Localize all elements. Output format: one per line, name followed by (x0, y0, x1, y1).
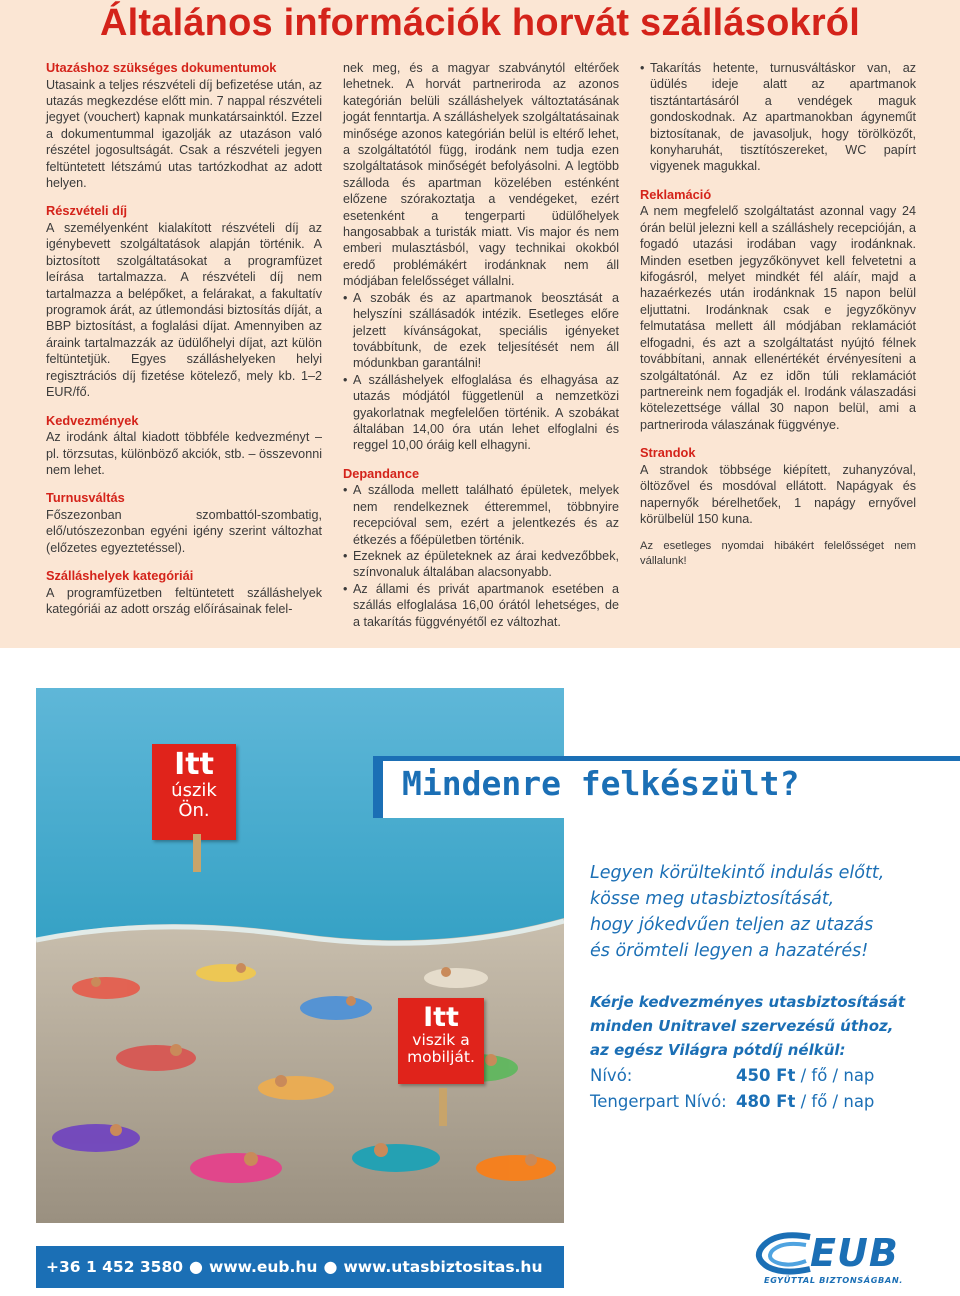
sign-line: mobilját. (407, 1048, 475, 1066)
list-item: • A szálláshelyek elfoglalása és elhagyása az utazás módjától függetlenül a nemzetközi gyakorlatnak megfelelően történik. A szobákat általában 14,00 óra után lehet elfoglalni és reggel 10,00 óráig kell elhagyni. (343, 372, 619, 454)
categories-continued-text: nek meg, és a magyar szabványtól eltérőek lehetnek. A horvát partneriroda az azonos kategórián belüli szálláshelyek változtatásának jogát fenntartja. A szálláshelyek szolgáltatásainak minősége azonos kategórián belül is eltérő lehet, a szolgáltatótól függ, irodánk nem tudja ezen szolgáltatások minőségét befolyásolni. A legtöbb szálloda és apartman közelében esténként előzene szórakoztatja a vendégeket, ezért esetenként a tengerparti üdülőhelyek hangosabbak a turisták miatt. Vis major és nem emberi mulasztásból, vagy technikai okokból eredő problémákért irodánknak nem áll módjában felelősséget vállalni. (343, 61, 619, 289)
page-title: Általános információk horvát szállásokról (100, 2, 860, 44)
section-title: Strandok (640, 445, 696, 461)
sign-line: Itt (174, 747, 214, 782)
ad-headline: Mindenre felkészült? (402, 764, 800, 803)
section-beaches (640, 445, 916, 527)
pitch-line: és örömteli legyen a hazatérés! (590, 941, 869, 961)
sign-swim-here (152, 744, 236, 840)
offer-line: minden Unitravel szervezésű úthoz, (590, 1017, 894, 1035)
sign-line: Ön. (178, 800, 210, 821)
eub-logo (748, 1231, 932, 1289)
section-categories (46, 568, 322, 617)
section-title: Turnusváltás (46, 490, 125, 506)
offer-line: az egész Világra pótdíj nélkül: (590, 1041, 846, 1059)
section-title: Kedvezmények (46, 412, 139, 428)
website-link[interactable]: www.utasbiztositas.hu (343, 1258, 543, 1276)
column-left (46, 60, 322, 630)
bullet-list (640, 60, 916, 175)
bullet-separator: ● (323, 1257, 338, 1276)
contact-footer (36, 1246, 564, 1288)
list-item: • A szálloda mellett található épületek, melyek nem rendelkeznek étteremmel, többnyire recepcióval sem, ezért a jelentkezés és az étkezés a főépületben történik. (343, 482, 619, 548)
section-complaints (640, 187, 916, 433)
sign-stick (193, 834, 201, 872)
sign-board (152, 744, 236, 840)
list-item: • A szobák és az apartmanok beosztását a helyszíni szállásadók intézik. Esetleges előre jelzett kívánságokat, speciális igényeket továbbítunk, de ezek teljesítését nem áll módunkban garantálni! (343, 290, 619, 372)
insurance-advertisement (0, 648, 960, 1296)
ad-offer (590, 990, 920, 1062)
logo-tagline: EGYÜTTAL BIZTONSÁGBAN. (764, 1275, 903, 1285)
column-middle (343, 60, 619, 642)
pitch-line: Legyen körültekintő indulás előtt, (590, 863, 885, 883)
section-documents (46, 60, 322, 191)
list-item: • Takarítás hetente, turnusváltáskor van, az üdülés ideje alatt az apartmanok tisztántartásáról a vendégek maguk gondoskodnak. Az apartmanokban ágyneműt biztosítanak, de javasoljuk, hogy törölközőt, konyharuhát, tisztítószereket, WC papírt vigyenek magukkal. (640, 60, 916, 175)
bullet-list (343, 290, 619, 454)
bullet-list (343, 482, 619, 630)
price-row-tengerpart-nivo (590, 1092, 874, 1111)
bullet-separator: ● (189, 1257, 203, 1276)
sign-phone-stolen (398, 998, 484, 1084)
section-title: Szálláshelyek kategóriái (46, 568, 194, 584)
section-title: Utazáshoz szükséges dokumentumok (46, 60, 277, 75)
price-label: Tengerpart Nívó: (590, 1092, 727, 1111)
section-text: Főszezonban szombattól-szombatig, elő/utószezonban egyéni igény szerint változhat (előzetes egyeztetéssel). (46, 507, 322, 555)
sign-line: úszik (171, 780, 217, 801)
price-unit: / fő / nap (795, 1092, 875, 1111)
price-row-nivo (590, 1066, 874, 1085)
section-fee (46, 203, 322, 400)
price-label: Nívó: (590, 1066, 633, 1085)
website-link[interactable]: www.eub.hu (209, 1258, 318, 1276)
section-dependance (343, 466, 619, 630)
section-text: Az irodánk által kiadott többféle kedvezményt – pl. törzsutas, különböző akciók, stb. – összevonni nem lehet. (46, 430, 322, 477)
pitch-line: hogy jókedvűen teljen az utazás (590, 915, 874, 935)
sign-line: Itt (423, 1002, 459, 1033)
section-text: A strandok többsége kiépített, zuhanyzóval, öltözővel és mosdóval ellátott. Napágyak és napernyők bérelhetőek, 1 napágy ernyővel körülbelül 150 kuna. (640, 462, 916, 526)
section-title: Részvételi díj (46, 203, 128, 219)
section-title: Reklamáció (640, 186, 712, 202)
list-item: • Ezeknek az épületeknek az árai kedvezőbbek, színvonaluk általában alacsonyabb. (343, 548, 619, 581)
list-item: • Az állami és privát apartmanok esetében a szállás elfoglalása 16,00 órától lehetséges, de a takarítás függvényétől ez változhat. (343, 581, 619, 630)
ad-pitch (590, 860, 910, 964)
eub-swoosh-icon (748, 1231, 818, 1275)
pitch-line: kösse meg utasbiztosítását, (590, 889, 835, 909)
offer-line: Kérje kedvezményes utasbiztosítását (590, 993, 906, 1011)
sign-line: viszik a (412, 1031, 470, 1049)
disclaimer-note: Az esetleges nyomdai hibákért felelősséget nem vállalunk! (640, 540, 916, 568)
price-amount: 450 Ft (736, 1066, 796, 1085)
price-amount: 480 Ft (736, 1092, 796, 1111)
section-text: A személyenként kialakított részvételi díj az igénybevett szolgáltatások alapján történik. A biztosított szolgáltatásokat a programfüzet leírása tartalmazza. A részvételi díj nem tartalmazza a belépőket, a felárakat, a fakultatív programok árát, az útlemondási biztosítás díját, a BBP biztosítást, a foglalási díjat. Amennyiben az áraink tartalmazzák az üdülőhelyi díjat, azt külön feltüntetjük. Egyes szálláshelyeken helyi regisztrációs díj fizetése kötelező, mely kb. 1–2 EUR/fő. (46, 221, 322, 400)
column-right (640, 60, 916, 569)
section-title: Depandance (343, 465, 420, 481)
sign-stick (439, 1088, 447, 1126)
section-text: A nem megfelelő szolgáltatást azonnal vagy 24 órán belül jelezni kell a szálláshely recepcióján, a fogadó utazási irodában vagy irodánknak. Minden esetben jegyzőkönyvet kell felvetetni a kifogásról, melyet mindkét fél aláír, majd a hazaérkezés után irodánknak 15 napon belül eljuttatni. Irodánknak csak e jegyzőkönyv felmutatása mellett áll módjában reklamációt elfogadni, és azt a szolgáltatást nyújtó félnek továbbítani, annak ellenértékét érvényesíteni a szolgáltatónál. Az ez idõn túli reklamációt partnereink nem fogadják el. Irodánk válaszadási kötelezettsége vállal 30 napon belül, ami a partneriroda válaszának függvénye. (640, 204, 916, 432)
section-text: Utasaink a teljes részvételi díj befizetése után, az utazás megkezdése előtt min. 7 nappal részvételi jegyet (vouchert) kapnak munkatársainktól. Ezzel a dokumentummal igazolják az utazáson való részétel jogosultságát. Csak a részvételi jegyen feltüntetett létszámú utas tartózkodhat az adott helyen. (46, 77, 322, 191)
logo-wordmark: EUB (810, 1231, 899, 1275)
section-discounts (46, 413, 322, 479)
sign-board (398, 998, 484, 1084)
price-unit: / fő / nap (795, 1066, 875, 1085)
phone-number: +36 1 452 3580 (46, 1258, 184, 1276)
section-turnover (46, 490, 322, 556)
section-text: A programfüzetben feltüntetett szálláshelyek kategóriái az adott ország előírásainak felel- (46, 585, 322, 617)
